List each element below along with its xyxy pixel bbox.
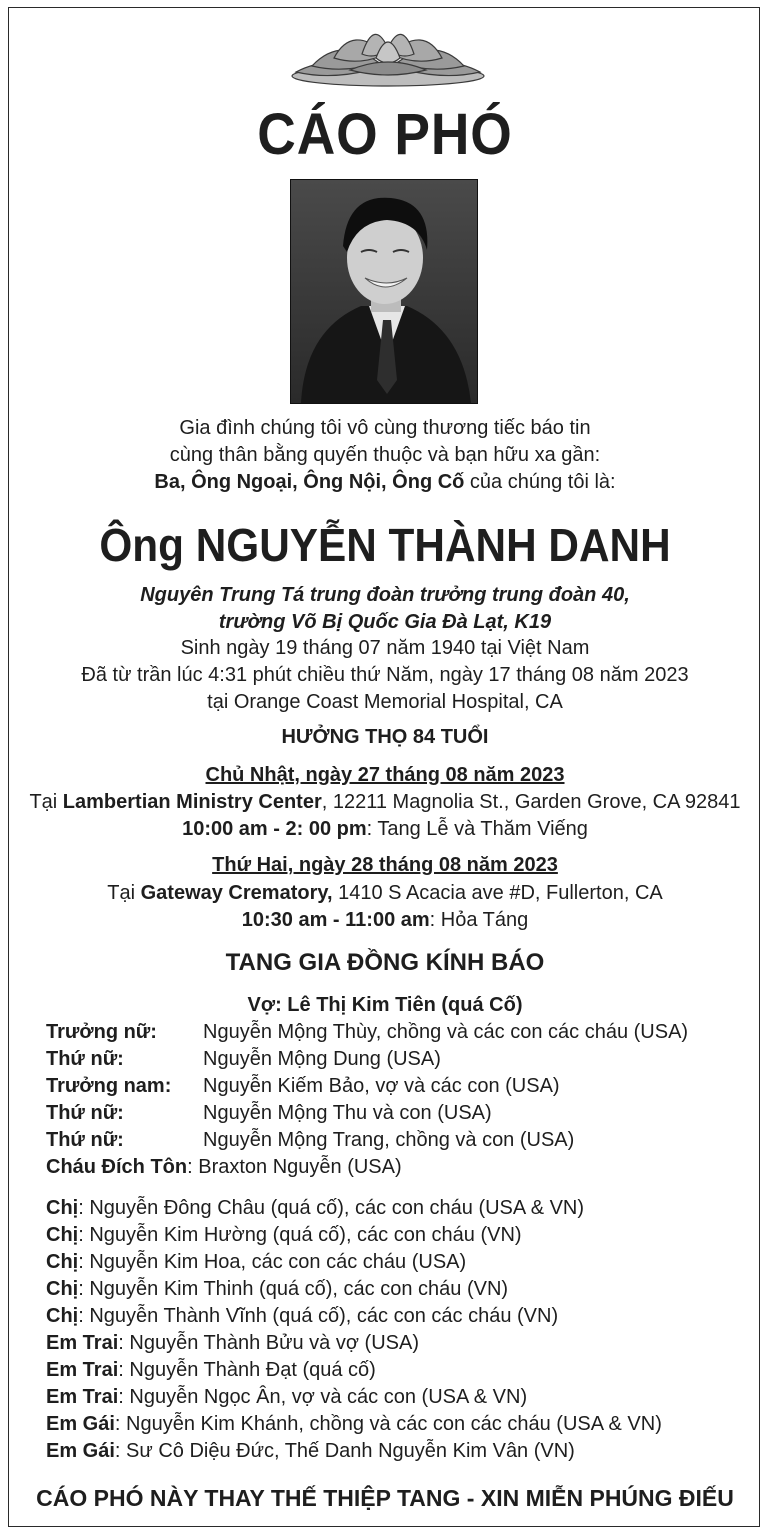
birth-info: Sinh ngày 19 tháng 07 năm 1940 tại Việt Nam — [180, 637, 590, 659]
list-item — [46, 1330, 419, 1356]
relation-value: : Braxton Nguyễn (USA) — [187, 1156, 402, 1178]
relation-text: Ba, Ông Ngoại, Ông Nội, Ông Cố — [154, 471, 465, 493]
relation-value: : Nguyễn Kim Khánh, chồng và các con các cháu (USA & VN) — [114, 1413, 662, 1435]
relation-label: Trưởng nam: — [46, 1075, 172, 1097]
relation-label: Em Gái — [46, 1440, 115, 1462]
relation-value: : Nguyễn Thành Đạt (quá cố) — [118, 1359, 376, 1381]
rank-line-1: Nguyên Trung Tá trung đoàn trưởng trung đoàn 40, — [140, 584, 630, 606]
relation-value: : Nguyễn Đông Châu (quá cố), các con cháu (USA & VN) — [78, 1197, 585, 1219]
page-title: CÁO PHÓ — [257, 102, 513, 167]
relation-label: Chị — [46, 1278, 79, 1300]
family-heading: TANG GIA ĐỒNG KÍNH BÁO — [225, 949, 545, 976]
relation-label: Em Trai — [46, 1359, 119, 1381]
place-address: , 12211 Magnolia St., Garden Grove, CA 92841 — [321, 791, 741, 813]
death-place: tại Orange Coast Memorial Hospital, CA — [207, 691, 563, 713]
age-info: HƯỞNG THỌ 84 TUỔI — [281, 726, 489, 748]
list-item — [46, 1276, 508, 1302]
place-prefix: Tại — [29, 791, 63, 813]
relation-value: Nguyễn Kiếm Bảo, vợ và các con (USA) — [203, 1075, 560, 1097]
relation-value: Nguyễn Mộng Thùy, chồng và các con các cháu (USA) — [203, 1021, 689, 1043]
relation-label: Thứ nữ: — [46, 1102, 124, 1124]
relation-label: Thứ nữ: — [46, 1129, 124, 1151]
relation-label: Em Trai — [46, 1332, 119, 1354]
event-1-place — [0, 789, 770, 815]
death-info: Đã từ trần lúc 4:31 phút chiều thứ Năm, ngày 17 tháng 08 năm 2023 — [81, 664, 689, 686]
list-item — [46, 1438, 575, 1464]
relation-suffix: của chúng tôi là: — [464, 471, 616, 493]
list-item — [46, 1357, 376, 1383]
relation-label: Chị — [46, 1305, 79, 1327]
relation-value: : Nguyễn Kim Thinh (quá cố), các con cháu (VN) — [78, 1278, 509, 1300]
event-1-date: Chủ Nhật, ngày 27 tháng 08 năm 2023 — [205, 764, 565, 786]
portrait-photo — [290, 179, 478, 404]
event-1-schedule — [0, 816, 770, 842]
relation-value: Nguyễn Mộng Thu và con (USA) — [203, 1102, 492, 1124]
relation-label: Em Gái — [46, 1413, 115, 1435]
event-time: 10:30 am - 11:00 am — [241, 909, 430, 931]
spouse-info: Vợ: Lê Thị Kim Tiên (quá Cố) — [247, 994, 523, 1016]
relation-label: Trưởng nữ: — [46, 1021, 157, 1043]
list-item — [46, 1411, 662, 1437]
relation-label: Chị — [46, 1224, 79, 1246]
relation-value: Nguyễn Mộng Trang, chồng và con (USA) — [203, 1129, 575, 1151]
place-address: 1410 S Acacia ave #D, Fullerton, CA — [332, 882, 663, 904]
relation-value: Nguyễn Mộng Dung (USA) — [203, 1048, 441, 1070]
event-2-schedule — [0, 907, 770, 933]
event-activity: : Hỏa Táng — [429, 909, 529, 931]
event-time: 10:00 am - 2: 00 pm — [182, 818, 367, 840]
event-2-place — [0, 880, 770, 906]
relation-value: : Nguyễn Ngọc Ân, vợ và các con (USA & VN) — [118, 1386, 528, 1408]
event-2-date: Thứ Hai, ngày 28 tháng 08 năm 2023 — [212, 854, 558, 876]
list-item — [46, 1303, 558, 1329]
relation-label: Cháu Đích Tôn — [46, 1156, 188, 1178]
relation-value: : Nguyễn Kim Hoa, các con các cháu (USA) — [78, 1251, 467, 1273]
event-activity: : Tang Lễ và Thăm Viếng — [366, 818, 588, 840]
rank-line-2: trường Võ Bị Quốc Gia Đà Lạt, K19 — [218, 611, 552, 633]
relation-value: : Nguyễn Kim Hường (quá cố), các con cháu (VN) — [78, 1224, 522, 1246]
list-item — [46, 1195, 584, 1221]
lotus-icon — [290, 14, 486, 94]
place-name: Gateway Crematory, — [140, 882, 333, 904]
relation-label: Chị — [46, 1197, 79, 1219]
relation-label: Thứ nữ: — [46, 1048, 124, 1070]
list-item — [46, 1222, 522, 1248]
grandchild-item — [46, 1154, 402, 1180]
intro-line-2: cùng thân bằng quyến thuộc và bạn hữu xa gần: — [169, 444, 601, 466]
place-prefix: Tại — [107, 882, 141, 904]
relation-value: : Nguyễn Thành Vĩnh (quá cố), các con các cháu (VN) — [78, 1305, 559, 1327]
relation-value: : Nguyễn Thành Bửu và vợ (USA) — [118, 1332, 419, 1354]
relation-label: Chị — [46, 1251, 79, 1273]
list-item — [46, 1249, 466, 1275]
intro-line-3 — [0, 469, 770, 495]
relation-value: : Sư Cô Diệu Đức, Thế Danh Nguyễn Kim Vân (VN) — [114, 1440, 575, 1462]
intro-line-1: Gia đình chúng tôi vô cùng thương tiếc báo tin — [179, 417, 591, 439]
deceased-name: Ông NGUYỄN THÀNH DANH — [99, 519, 671, 571]
place-name: Lambertian Ministry Center — [62, 791, 322, 813]
list-item — [46, 1384, 527, 1410]
relation-label: Em Trai — [46, 1386, 119, 1408]
footer-note: CÁO PHÓ NÀY THAY THẾ THIỆP TANG - XIN MIỄN PHÚNG ĐIẾU — [36, 1485, 734, 1511]
